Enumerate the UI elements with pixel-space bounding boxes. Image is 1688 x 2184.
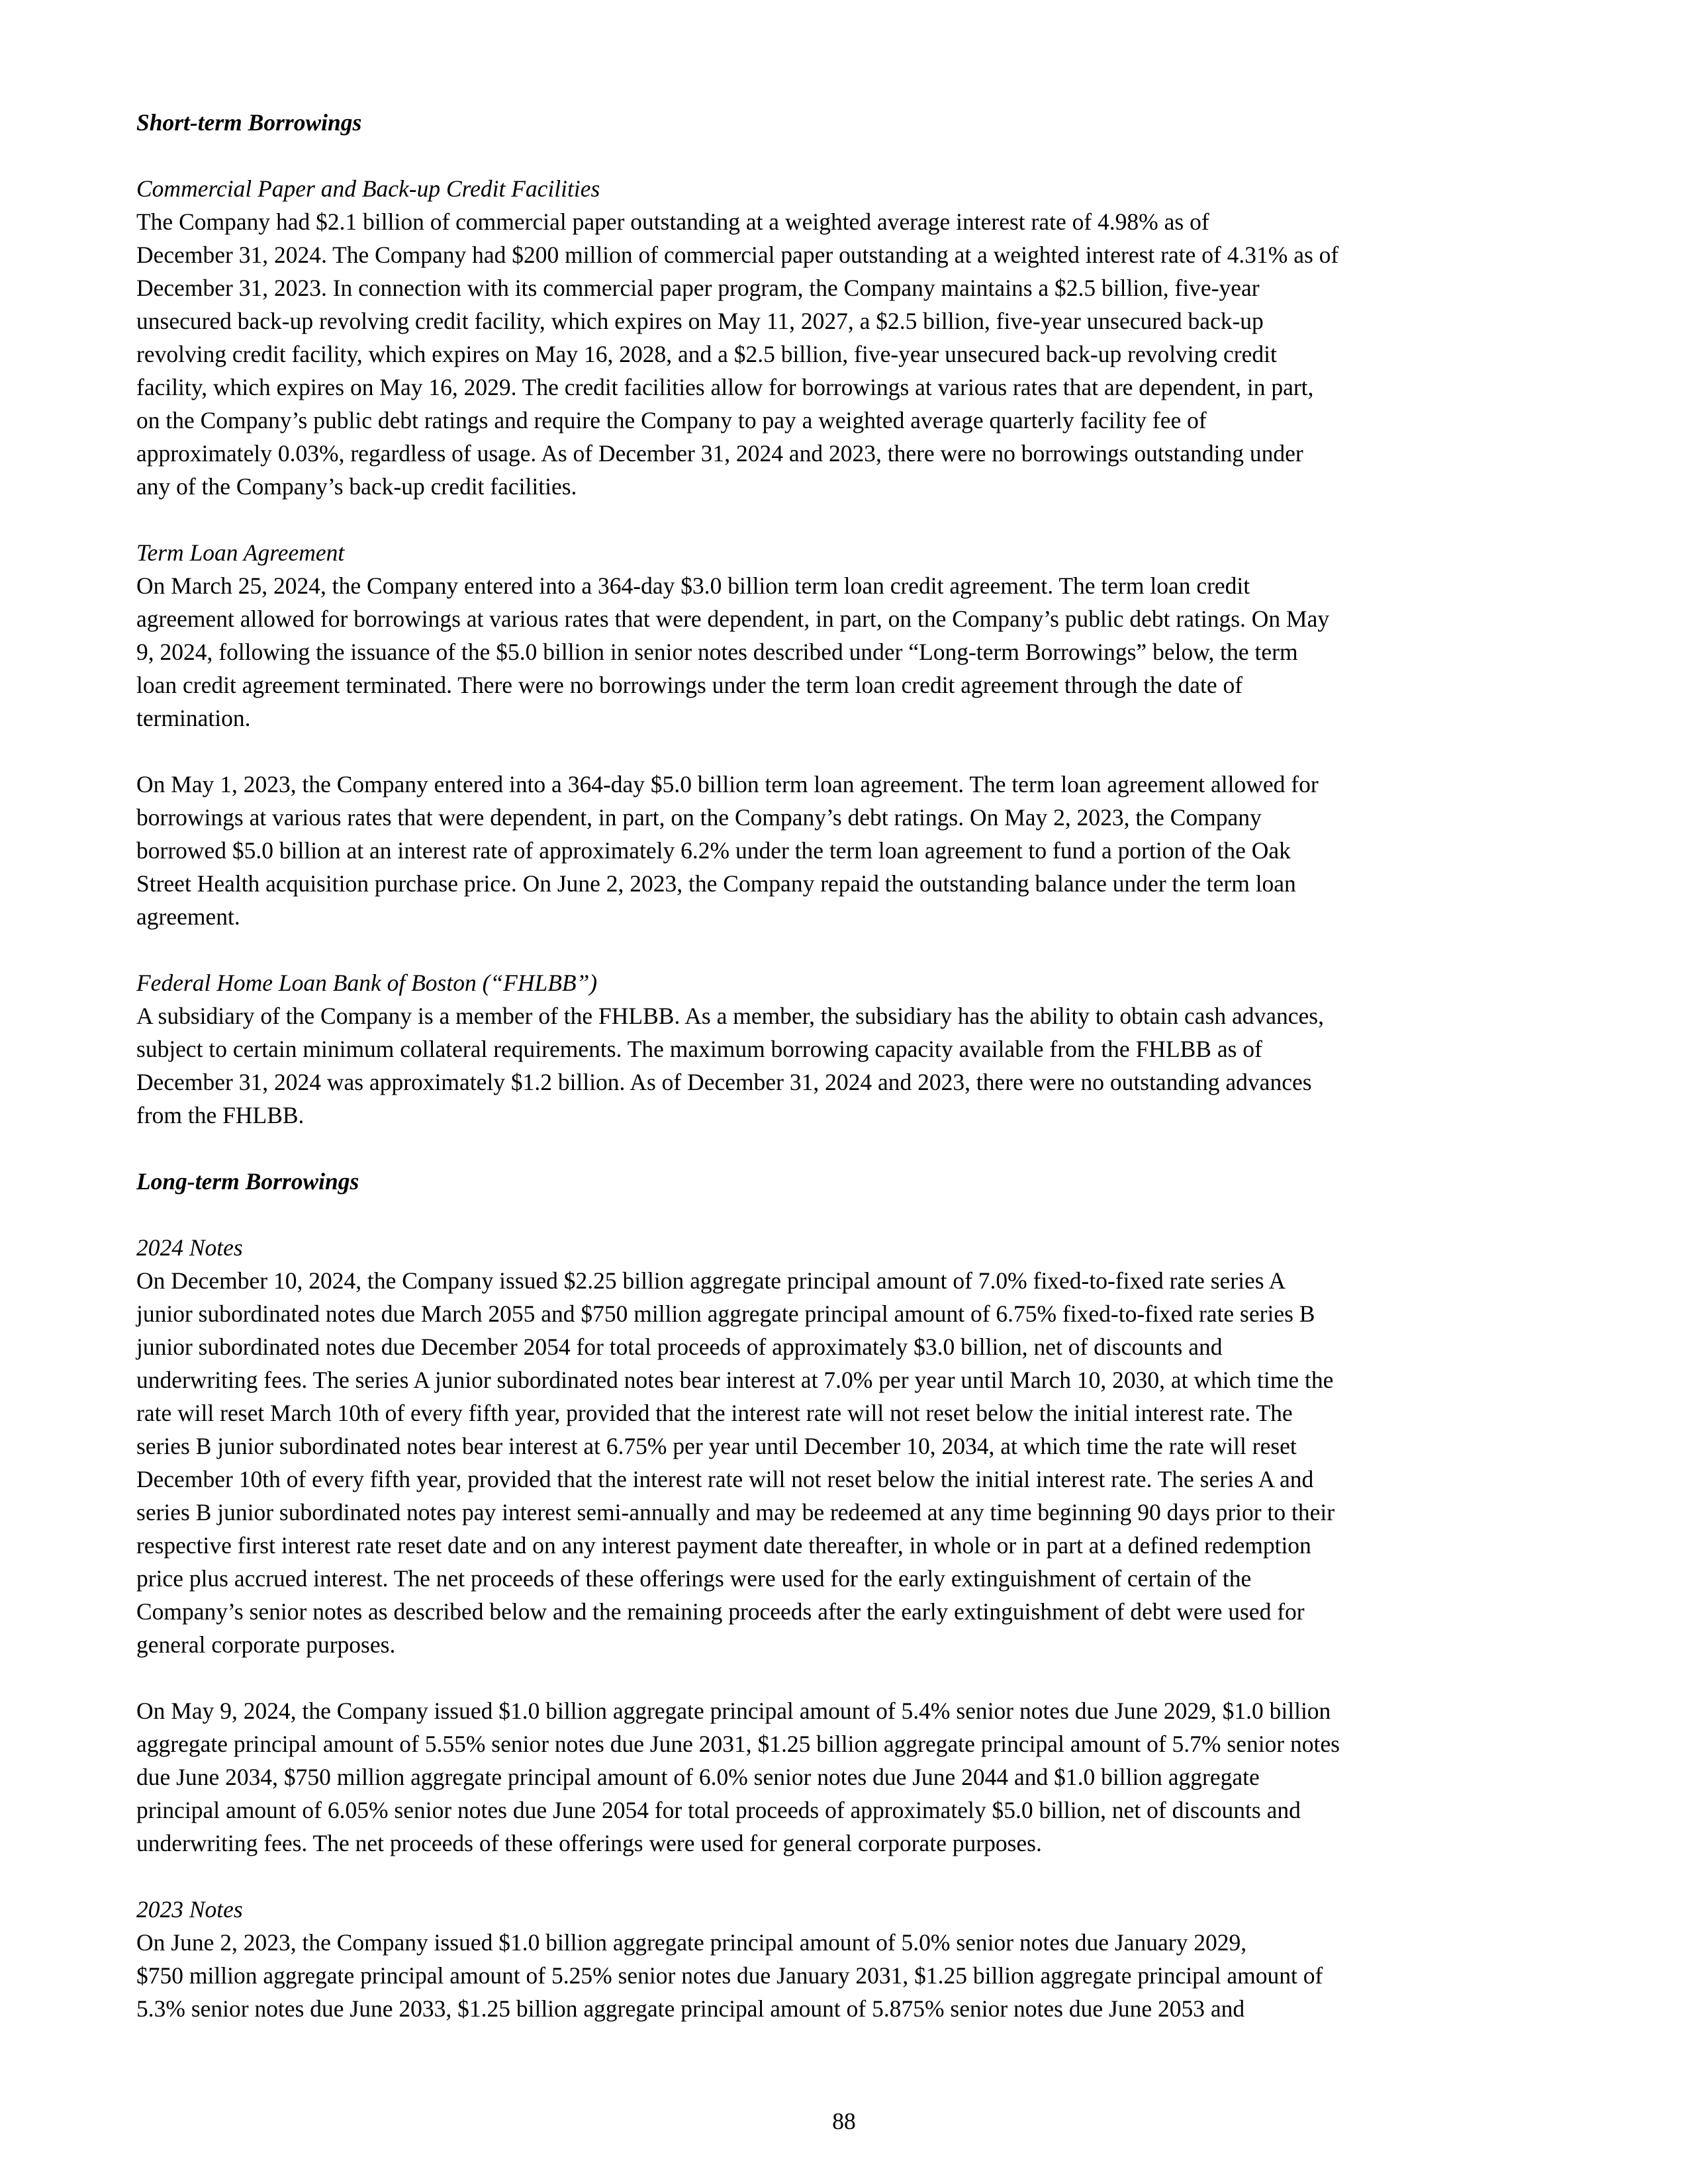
text-line: On December 10, 2024, the Company issued $2.25 billion aggregate principal amount of 7.0% fixed-to-fixed rate series A bbox=[136, 1267, 1286, 1294]
text-line: December 31, 2024. The Company had $200 million of commercial paper outstanding at a weighted interest rate of 4.31% as of bbox=[136, 242, 1339, 268]
text-line: aggregate principal amount of 5.55% senior notes due June 2031, $1.25 billion aggregate principal amount of 5.7% senior notes bbox=[136, 1731, 1340, 1757]
paragraph-term-loan-2023 bbox=[136, 768, 1560, 933]
text-line: junior subordinated notes due December 2054 for total proceeds of approximately $3.0 billion, net of discounts and bbox=[136, 1334, 1223, 1360]
section-heading-long-term-borrowings: Long-term Borrowings bbox=[136, 1168, 359, 1195]
text-line: 9, 2024, following the issuance of the $5.0 billion in senior notes described under “Long-term Borrowings” below, the term bbox=[136, 639, 1298, 665]
text-line: termination. bbox=[136, 705, 251, 731]
text-line: underwriting fees. The series A junior subordinated notes bear interest at 7.0% per year until March 10, 2030, at which time the bbox=[136, 1367, 1334, 1393]
text-line: any of the Company’s back-up credit facilities. bbox=[136, 473, 577, 500]
spacer bbox=[136, 139, 1560, 172]
document-page bbox=[136, 106, 1560, 2025]
text-line: subject to certain minimum collateral requirements. The maximum borrowing capacity available from the FHLBB as of bbox=[136, 1036, 1262, 1062]
text-line: respective first interest rate reset date and on any interest payment date thereafter, in whole or in part at a defined redemption bbox=[136, 1532, 1311, 1559]
text-line: loan credit agreement terminated. There were no borrowings under the term loan credit agreement through the date of bbox=[136, 672, 1243, 698]
text-line: facility, which expires on May 16, 2029. The credit facilities allow for borrowings at various rates that are dependent, in part, bbox=[136, 374, 1314, 400]
text-line: On June 2, 2023, the Company issued $1.0 billion aggregate principal amount of 5.0% senior notes due January 2029, bbox=[136, 1929, 1247, 1956]
text-line: December 31, 2024 was approximately $1.2 billion. As of December 31, 2024 and 2023, there were no outstanding advances bbox=[136, 1069, 1312, 1095]
paragraph-commercial-paper bbox=[136, 205, 1560, 503]
text-line: price plus accrued interest. The net proceeds of these offerings were used for the early extinguishment of certain of the bbox=[136, 1565, 1252, 1592]
text-line: $750 million aggregate principal amount of 5.25% senior notes due January 2031, $1.25 billion aggregate principal amount of bbox=[136, 1962, 1323, 1989]
paragraph-2024-notes-junior bbox=[136, 1264, 1560, 1661]
paragraph-2024-notes-senior bbox=[136, 1694, 1560, 1860]
text-line: Company’s senior notes as described below and the remaining proceeds after the early extinguishment of debt were used for bbox=[136, 1598, 1305, 1625]
paragraph-2023-notes bbox=[136, 1926, 1560, 2025]
text-line: on the Company’s public debt ratings and require the Company to pay a weighted average quarterly facility fee of bbox=[136, 407, 1207, 433]
text-line: general corporate purposes. bbox=[136, 1631, 396, 1658]
text-line: On May 1, 2023, the Company entered into a 364-day $5.0 billion term loan agreement. The term loan agreement allowed for bbox=[136, 771, 1319, 797]
page-number: 88 bbox=[832, 2108, 856, 2134]
text-line: from the FHLBB. bbox=[136, 1102, 305, 1128]
text-line: due June 2034, $750 million aggregate principal amount of 6.0% senior notes due June 2044 and $1.0 billion aggregate bbox=[136, 1764, 1260, 1790]
text-line: principal amount of 6.05% senior notes due June 2054 for total proceeds of approximately $5.0 billion, net of discounts and bbox=[136, 1797, 1301, 1823]
text-line: approximately 0.03%, regardless of usage. As of December 31, 2024 and 2023, there were no borrowings outstanding under bbox=[136, 440, 1303, 467]
subheading-2023-notes: 2023 Notes bbox=[136, 1896, 243, 1923]
paragraph-fhlbb bbox=[136, 999, 1560, 1132]
text-line: On March 25, 2024, the Company entered into a 364-day $3.0 billion term loan credit agreement. The term loan credit bbox=[136, 572, 1250, 599]
spacer bbox=[136, 735, 1560, 768]
text-line: underwriting fees. The net proceeds of these offerings were used for general corporate purposes. bbox=[136, 1830, 1042, 1856]
text-line: rate will reset March 10th of every fifth year, provided that the interest rate will not reset below the initial interest rate. The bbox=[136, 1400, 1293, 1426]
spacer bbox=[136, 1132, 1560, 1165]
text-line: unsecured back-up revolving credit facility, which expires on May 11, 2027, a $2.5 billion, five-year unsecured back-up bbox=[136, 308, 1264, 334]
subheading-fhlbb: Federal Home Loan Bank of Boston (“FHLBB”) bbox=[136, 970, 598, 996]
text-line: borrowed $5.0 billion at an interest rate of approximately 6.2% under the term loan agreement to fund a portion of the Oak bbox=[136, 837, 1291, 864]
spacer bbox=[136, 1860, 1560, 1893]
subheading-term-loan-agreement: Term Loan Agreement bbox=[136, 539, 345, 566]
subheading-commercial-paper: Commercial Paper and Back-up Credit Facilities bbox=[136, 175, 600, 202]
text-line: December 10th of every fifth year, provided that the interest rate will not reset below the initial interest rate. The series A and bbox=[136, 1466, 1314, 1492]
text-line: borrowings at various rates that were dependent, in part, on the Company’s debt ratings. On May 2, 2023, the Company bbox=[136, 804, 1262, 831]
text-line: December 31, 2023. In connection with its commercial paper program, the Company maintains a $2.5 billion, five-year bbox=[136, 275, 1260, 301]
text-line: junior subordinated notes due March 2055 and $750 million aggregate principal amount of 6.75% fixed-to-fixed rate series B bbox=[136, 1300, 1315, 1327]
text-line: On May 9, 2024, the Company issued $1.0 billion aggregate principal amount of 5.4% senior notes due June 2029, $1.0 billion bbox=[136, 1698, 1331, 1724]
text-line: Street Health acquisition purchase price. On June 2, 2023, the Company repaid the outstanding balance under the term loan bbox=[136, 870, 1296, 897]
subheading-2024-notes: 2024 Notes bbox=[136, 1234, 243, 1261]
spacer bbox=[136, 1661, 1560, 1694]
text-line: revolving credit facility, which expires on May 16, 2028, and a $2.5 billion, five-year unsecured back-up revolving credit bbox=[136, 341, 1277, 367]
text-line: series B junior subordinated notes bear interest at 6.75% per year until December 10, 2034, at which time the rate will reset bbox=[136, 1433, 1297, 1459]
section-heading-short-term-borrowings: Short-term Borrowings bbox=[136, 109, 362, 136]
text-line: The Company had $2.1 billion of commercial paper outstanding at a weighted average interest rate of 4.98% as of bbox=[136, 208, 1209, 235]
text-line: A subsidiary of the Company is a member of the FHLBB. As a member, the subsidiary has the ability to obtain cash advances, bbox=[136, 1003, 1324, 1029]
spacer bbox=[136, 503, 1560, 536]
paragraph-term-loan-2024 bbox=[136, 569, 1560, 735]
spacer bbox=[136, 1198, 1560, 1231]
text-line: 5.3% senior notes due June 2033, $1.25 billion aggregate principal amount of 5.875% senior notes due June 2053 and bbox=[136, 1995, 1245, 2022]
spacer bbox=[136, 933, 1560, 966]
text-line: agreement. bbox=[136, 903, 240, 930]
text-line: series B junior subordinated notes pay interest semi-annually and may be redeemed at any time beginning 90 days prior to their bbox=[136, 1499, 1335, 1525]
text-line: agreement allowed for borrowings at various rates that were dependent, in part, on the Company’s public debt ratings. On May bbox=[136, 606, 1330, 632]
